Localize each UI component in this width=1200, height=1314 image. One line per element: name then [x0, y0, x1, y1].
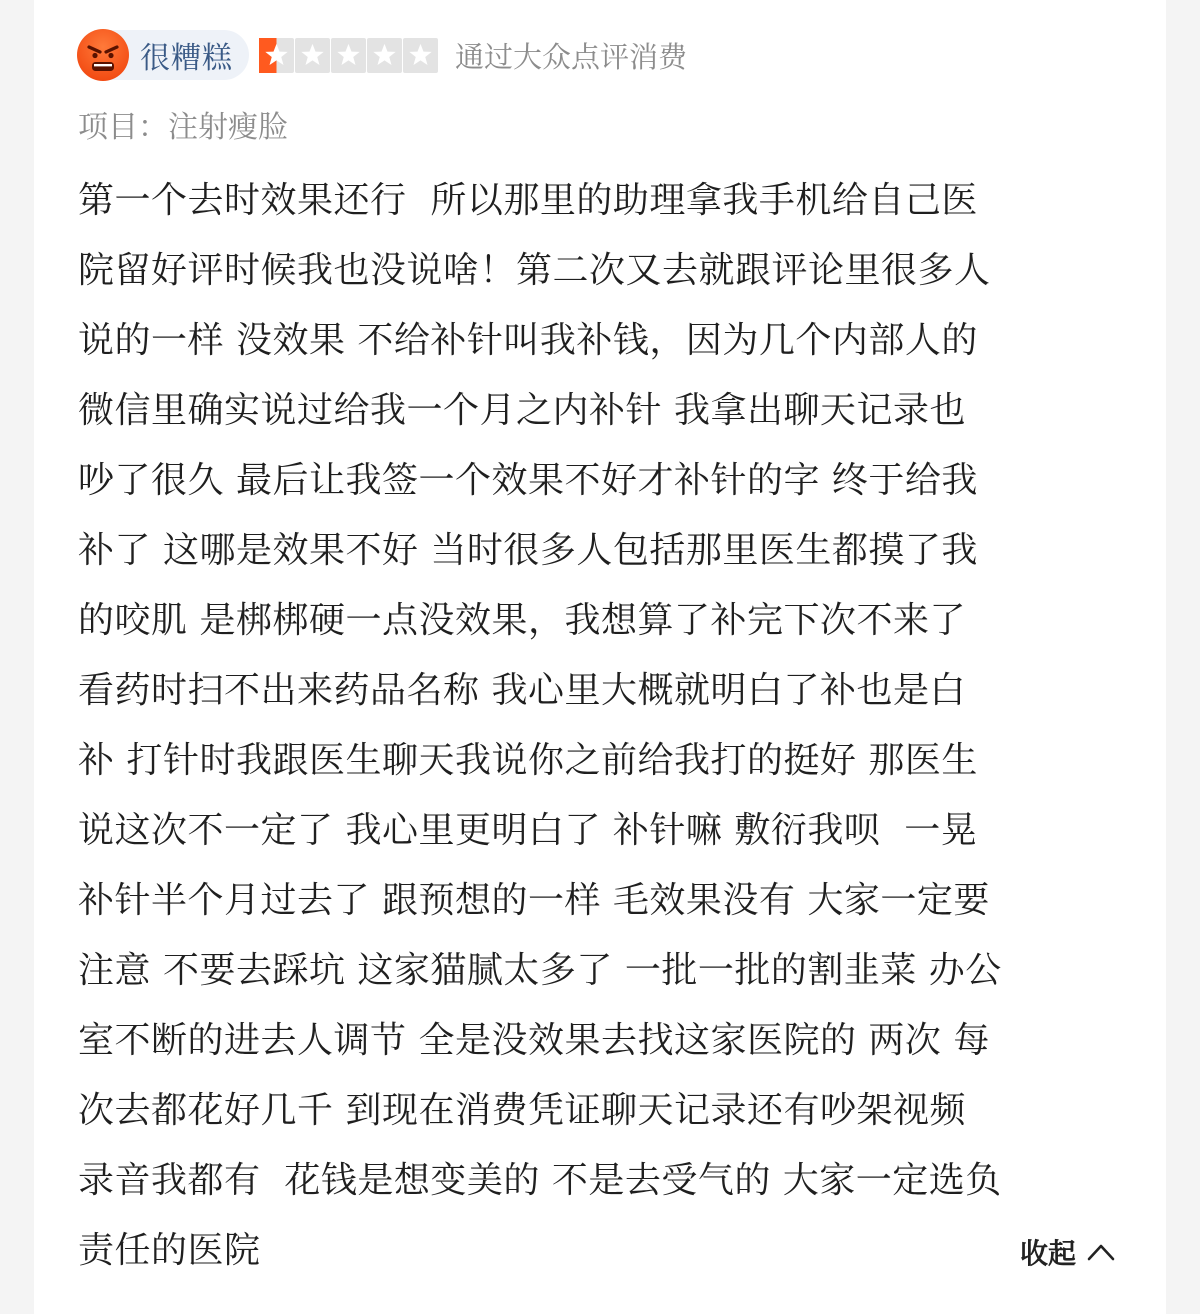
- review-line: 次去都花好几千 到现在消费凭证聊天记录还有吵架视频: [78, 1090, 966, 1131]
- review-line: 补针半个月过去了 跟预想的一样 毛效果没有 大家一定要: [78, 880, 990, 921]
- rating-label: 很糟糕: [140, 41, 233, 76]
- review-line: 说这次不一定了 我心里更明白了 补针嘛 敷衍我呗 一晃: [78, 810, 978, 851]
- review-line: 室不断的进去人调节 全是没效果去找这家医院的 两次 每: [78, 1020, 990, 1061]
- review-line: 责任的医院: [78, 1230, 261, 1271]
- chevron-up-icon: [1086, 1241, 1116, 1263]
- review-line: 看药时扫不出来药品名称 我心里大概就明白了补也是白: [78, 670, 966, 711]
- angry-face-icon: [76, 28, 130, 82]
- review-line: 微信里确实说过给我一个月之内补针 我拿出聊天记录也: [78, 390, 966, 431]
- collapse-button[interactable]: [1020, 1232, 1116, 1272]
- review-line: 录音我都有 花钱是想变美的 不是去受气的 大家一定选负: [78, 1160, 1002, 1201]
- review-card: [34, 0, 1166, 1314]
- project-label: 项目：: [78, 110, 168, 145]
- review-line: 第一个去时效果还行 所以那里的助理拿我手机给自己医: [78, 180, 978, 221]
- consumption-source: 通过大众点评消费: [455, 39, 688, 74]
- review-line: 补了 这哪是效果不好 当时很多人包括那里医生都摸了我: [78, 530, 978, 571]
- review-line: 注意 不要去踩坑 这家猫腻太多了 一批一批的割韭菜 办公: [78, 950, 1002, 991]
- rating-badge: [78, 30, 249, 80]
- star-icon-4: [367, 38, 402, 73]
- review-line: 说的一样 没效果 不给补针叫我补钱，因为几个内部人的: [78, 320, 978, 361]
- star-icon-5: [403, 38, 438, 73]
- project-info: [78, 102, 288, 146]
- review-line: 吵了很久 最后让我签一个效果不好才补针的字 终于给我: [78, 460, 978, 501]
- review-line: 的咬肌 是梆梆硬一点没效果，我想算了补完下次不来了: [78, 600, 966, 641]
- review-header: [78, 28, 687, 82]
- star-rating: [259, 38, 439, 73]
- star-icon-1: [259, 38, 294, 73]
- review-line: 补 打针时我跟医生聊天我说你之前给我打的挺好 那医生: [78, 740, 978, 781]
- star-icon-3: [331, 38, 366, 73]
- review-text: [78, 166, 1138, 1286]
- star-icon-2: [295, 38, 330, 73]
- collapse-label: 收起: [1020, 1237, 1077, 1270]
- project-value: 注射瘦脸: [168, 110, 288, 145]
- review-line: 院留好评时候我也没说啥！第二次又去就跟评论里很多人: [78, 250, 991, 291]
